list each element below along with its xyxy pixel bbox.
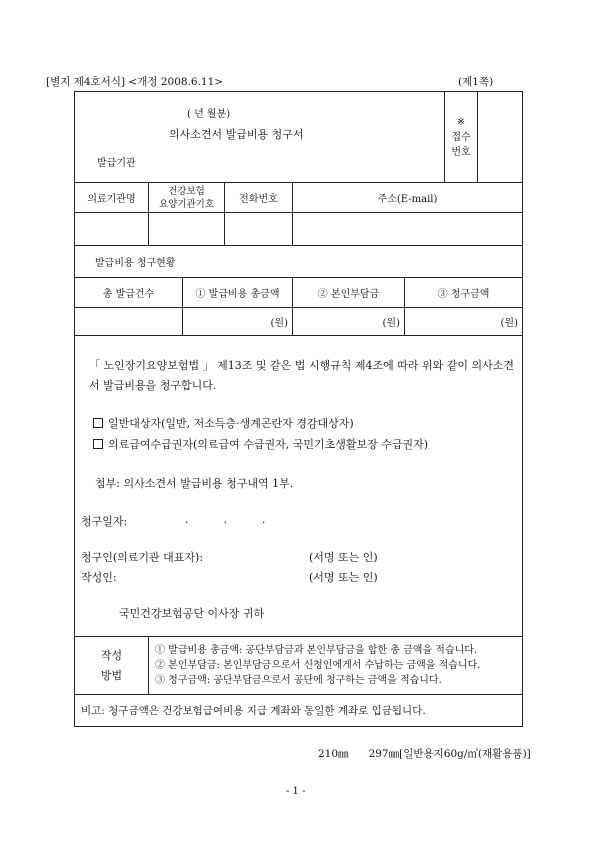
receipt-label-2: 번호 bbox=[451, 146, 471, 158]
institution-code-field[interactable] bbox=[149, 213, 225, 246]
copay-field[interactable] bbox=[293, 308, 405, 336]
claim-date-field[interactable]: . . . bbox=[185, 513, 266, 526]
total-count-field[interactable] bbox=[75, 308, 183, 336]
author-sign[interactable]: (서명 또는 인) bbox=[309, 571, 378, 584]
recipient: 국민건강보험공단 이사장 귀하 bbox=[119, 607, 265, 620]
receipt-mark: ※ bbox=[456, 116, 466, 128]
claim-form bbox=[74, 91, 523, 727]
institution-name-header: 의료기관명 bbox=[75, 183, 149, 213]
receipt-label-1: 접수 bbox=[451, 131, 471, 143]
issuer-label: 발급기관 bbox=[97, 158, 136, 169]
period-line: ( 년 월분) bbox=[187, 109, 231, 120]
claimant-sign[interactable]: (서명 또는 인) bbox=[309, 551, 378, 564]
page-number: - 1 - bbox=[286, 786, 306, 797]
claim-amount-field[interactable] bbox=[405, 308, 523, 336]
remark: 비고: 청구금액은 건강보험급여비용 지급 계좌와 동일한 계좌로 입금됩니다. bbox=[75, 695, 523, 727]
unit-label: (원) bbox=[500, 318, 518, 329]
option-medical-aid[interactable] bbox=[93, 436, 428, 452]
checkbox[interactable] bbox=[93, 418, 103, 428]
paper-size-note: 210㎜ 297㎜[일반용지60g/㎡(재활용품)] bbox=[318, 748, 531, 760]
unit-label: (원) bbox=[382, 318, 400, 329]
claim-amount-header: ③ 청구금액 bbox=[405, 278, 523, 308]
method-item: ③ 청구금액: 공단부담금으로서 공단에 청구하는 금액을 적습니다. bbox=[155, 675, 442, 686]
option-medical-aid-label: 의료급여수급권자(의료급여 수급권자, 국민기초생활보장 수급권자) bbox=[108, 438, 429, 451]
method-item: ① 발급비용 총금액: 공단부담금과 본인부담금을 합한 총 금액을 적습니다. bbox=[155, 645, 478, 656]
option-general-label: 일반대상자(일반, 저소득층·생계곤란자 경감대상자) bbox=[108, 417, 354, 430]
phone-header: 전화번호 bbox=[225, 183, 293, 213]
total-count-header: 총 발급건수 bbox=[75, 278, 183, 308]
method-label-1: 작성 bbox=[100, 648, 123, 662]
receipt-label-cell bbox=[445, 92, 478, 183]
declaration-body bbox=[75, 336, 523, 637]
address-header: 주소(E-mail) bbox=[293, 183, 523, 213]
page-label: (제1쪽) bbox=[458, 76, 494, 88]
status-section-title: 발급비용 청구현황 bbox=[75, 246, 523, 278]
method-label bbox=[75, 637, 149, 695]
claim-date-label: 청구일자: bbox=[81, 515, 128, 528]
unit-label: (원) bbox=[270, 318, 288, 329]
institution-code-header: 건강보험 요양기관기호 bbox=[149, 183, 225, 213]
form-number: [별지 제4호서식] <개정 2008.6.11> bbox=[46, 76, 224, 88]
phone-field[interactable] bbox=[225, 213, 293, 246]
attachment-note: 첨부: 의사소견서 발급비용 청구내역 1부. bbox=[95, 477, 294, 490]
method-list bbox=[149, 637, 523, 695]
declaration-text: 「 노인장기요양보험법 」 제13조 및 같은 법 시행규칙 제4조에 따라 위와 같이 의사소견서 발급비용을 청구합니다. bbox=[89, 359, 514, 392]
total-amount-header: ① 발급비용 총금액 bbox=[183, 278, 293, 308]
copay-header: ② 본인부담금 bbox=[293, 278, 405, 308]
title-block bbox=[75, 92, 445, 183]
claimant-label: 청구인(의료기관 대표자): bbox=[81, 551, 204, 564]
method-label-2: 방법 bbox=[100, 668, 123, 682]
form-title: 의사소견서 발급비용 청구서 bbox=[169, 128, 304, 141]
method-item: ② 본인부담금: 본인부담금으로서 신청인에게서 수납하는 금액을 적습니다. bbox=[155, 660, 481, 671]
author-label: 작성인: bbox=[81, 571, 117, 584]
institution-name-field[interactable] bbox=[75, 213, 149, 246]
option-general[interactable] bbox=[93, 415, 354, 431]
address-field[interactable] bbox=[293, 213, 523, 246]
receipt-number-field[interactable] bbox=[478, 92, 523, 183]
checkbox[interactable] bbox=[93, 439, 103, 449]
total-amount-field[interactable] bbox=[183, 308, 293, 336]
